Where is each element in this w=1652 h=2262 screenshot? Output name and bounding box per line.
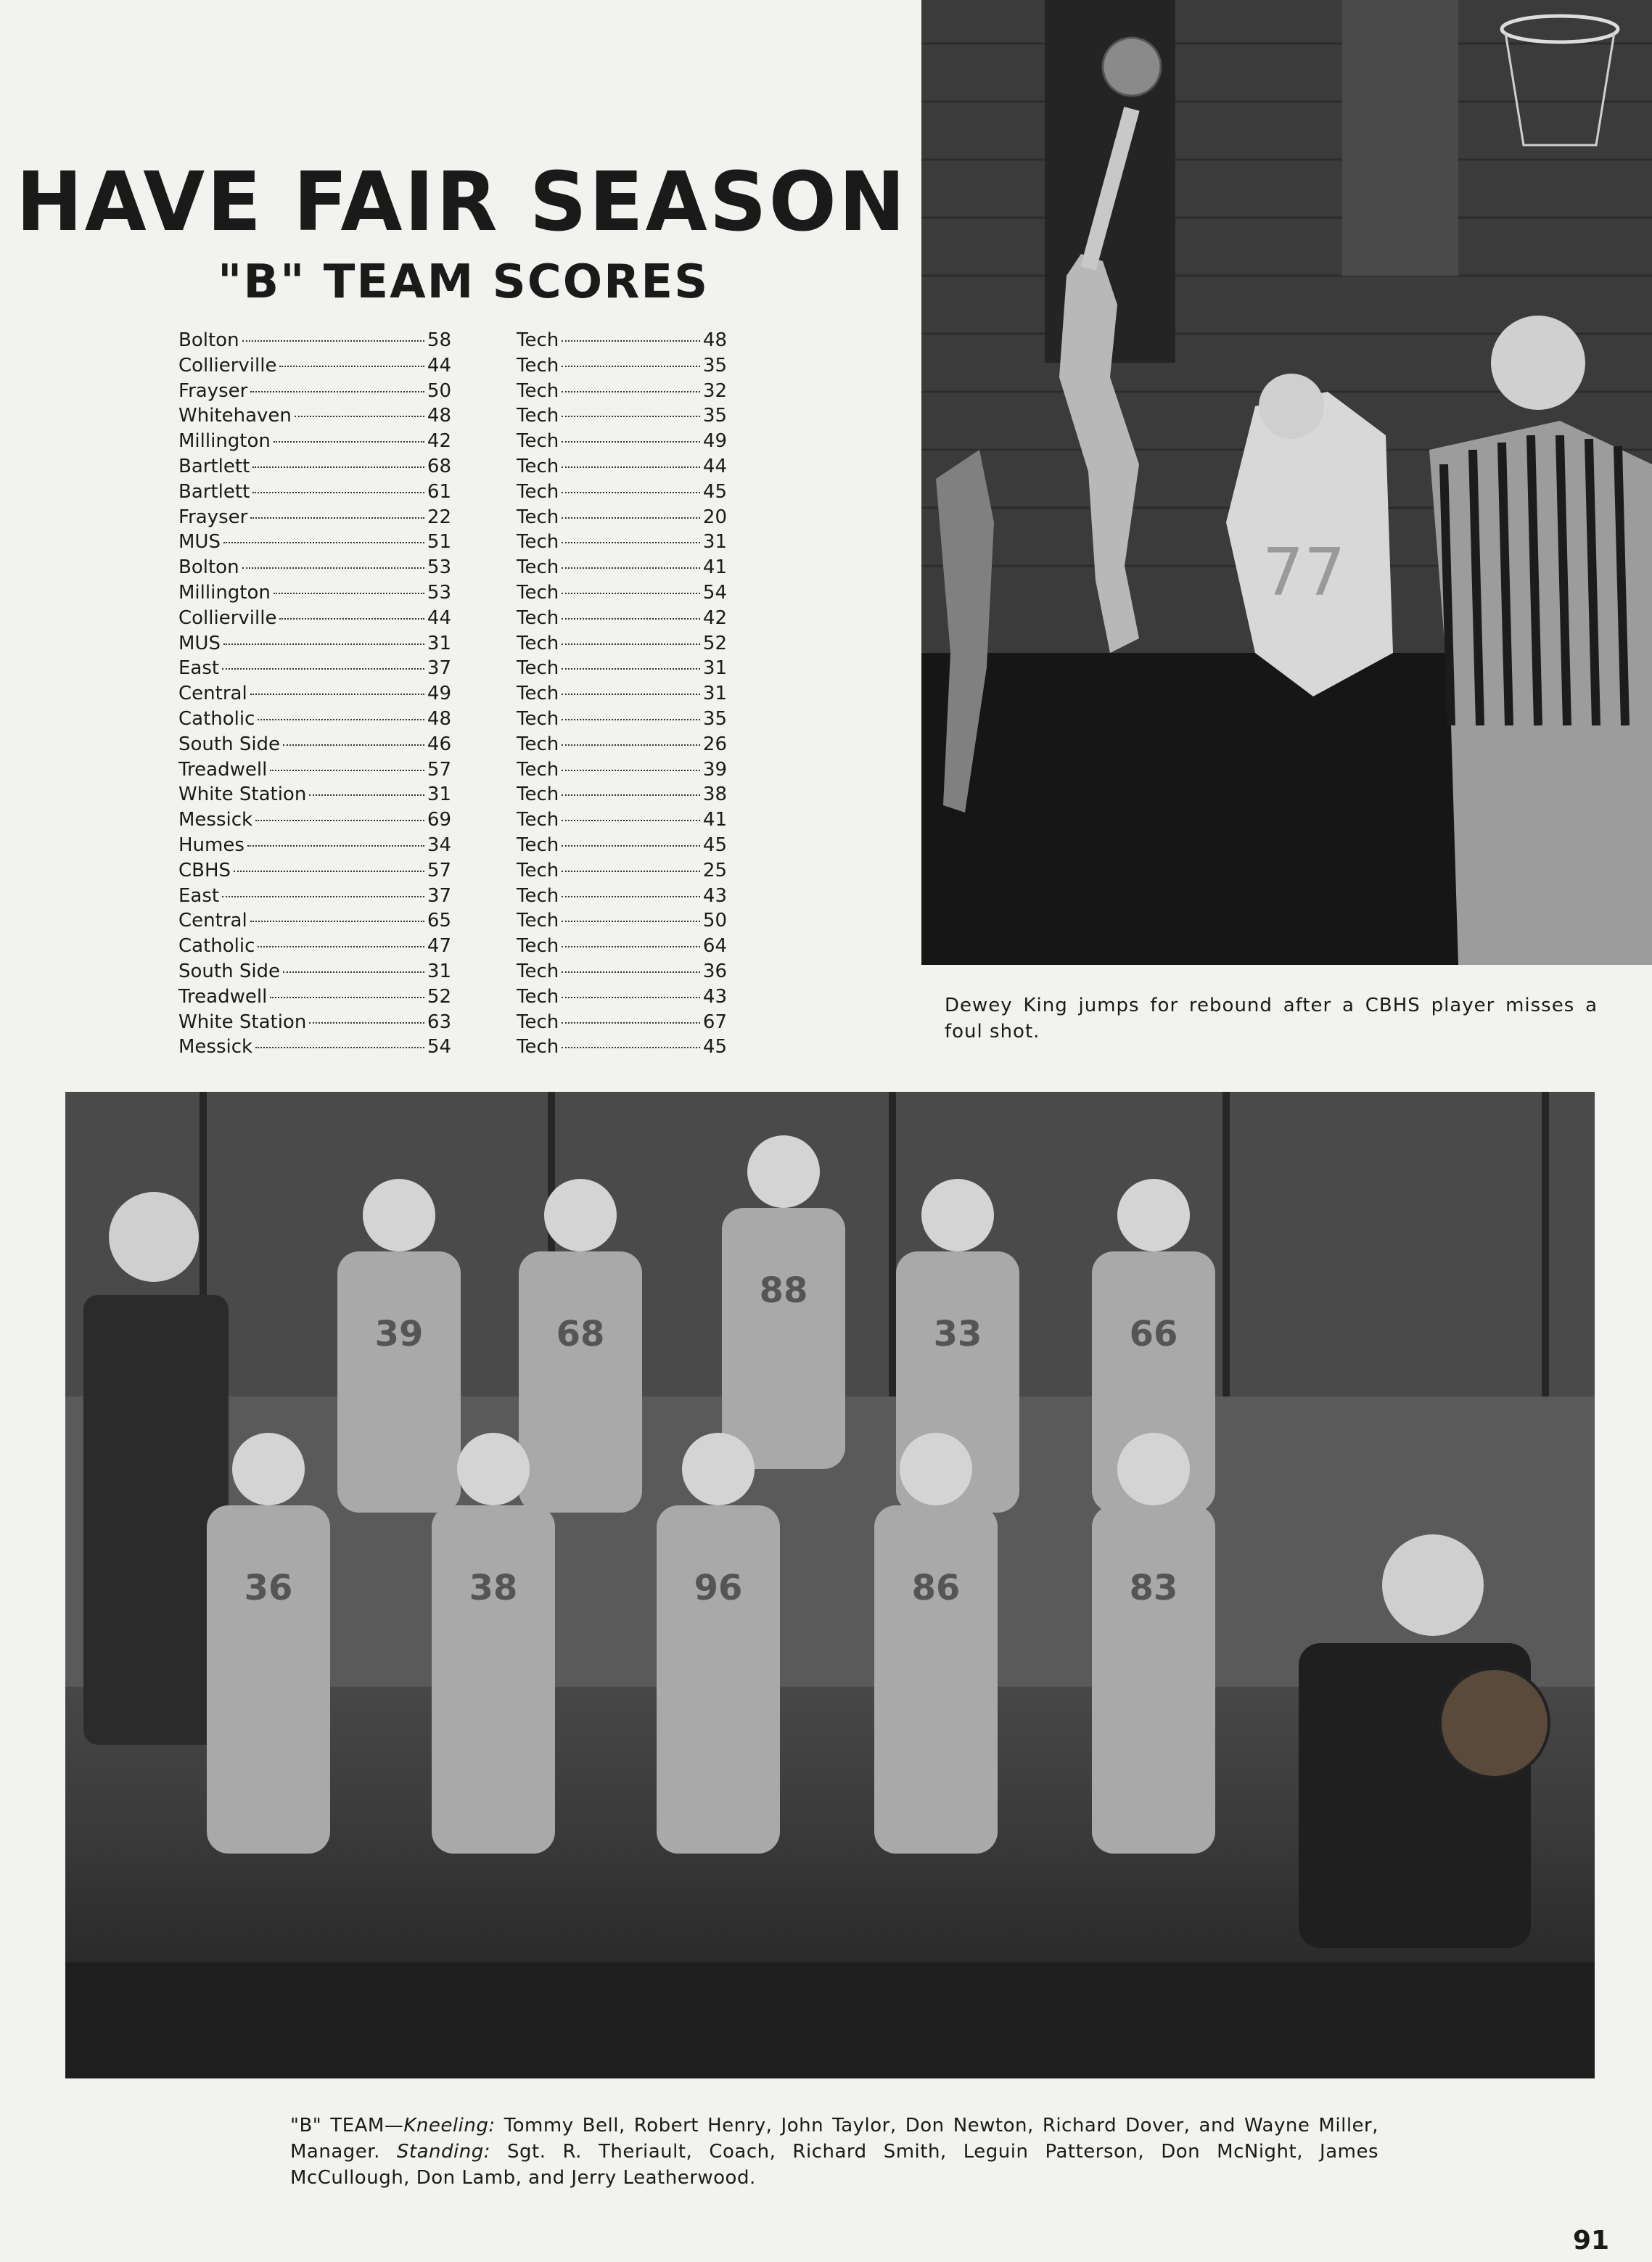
team-name: Tech [517,859,559,881]
team-score: 25 [702,859,727,881]
team-score: 42 [702,606,727,629]
team-score: 41 [702,809,727,831]
team-score: 50 [702,910,727,932]
team-name: Tech [517,707,559,730]
score-row [178,403,727,429]
opponent-score: 34 [427,834,451,856]
team-name: Tech [517,329,559,351]
team-name: Tech [517,960,559,982]
score-row [178,606,727,631]
opponent-name: Bolton [178,329,239,351]
opponent-name: East [178,884,220,907]
leader-dots [562,391,700,392]
kneeling-label: Kneeling: [403,2115,496,2136]
leader-dots [562,946,700,947]
leader-dots [252,492,424,493]
team-score: 43 [702,884,727,907]
leader-dots [258,946,424,947]
opponent-score: 58 [427,329,451,351]
leader-dots [279,366,424,367]
opponent-score: 68 [427,455,451,477]
score-row [178,934,727,959]
opponent-score: 63 [427,1011,451,1033]
opponent-score: 22 [427,506,451,528]
opponent-score: 31 [427,960,451,982]
leader-dots [255,1047,424,1048]
rebound-photo [921,0,1652,965]
page-number: 91 [1573,2226,1610,2255]
score-row [178,1035,727,1060]
opponent-name: Collierville [178,606,277,629]
caption-lead: "B" TEAM— [290,2115,404,2136]
leader-dots [562,871,700,872]
score-row [178,732,727,757]
team-score: 20 [702,506,727,528]
jersey-number: 88 [759,1270,808,1311]
jersey-number: 77 [1262,535,1346,611]
opponent-name: MUS [178,531,221,554]
leader-dots [562,719,700,720]
leader-dots [562,694,700,695]
leader-dots [223,643,424,645]
score-row [178,833,727,858]
team-name: Tech [517,531,559,554]
opponent-name: Catholic [178,707,255,730]
team-name: Tech [517,606,559,629]
opponent-score: 47 [427,935,451,958]
opponent-score: 48 [427,405,451,427]
team-name: Tech [517,809,559,831]
team-name: Tech [517,354,559,377]
leader-dots [309,794,424,796]
leader-dots [242,340,424,342]
score-row [178,454,727,480]
leader-dots [562,820,700,821]
opponent-name: Central [178,683,247,705]
team-photo [65,1092,1595,2078]
leader-dots [247,845,424,847]
leader-dots [562,1047,700,1048]
team-score: 35 [702,405,727,427]
opponent-name: Millington [178,430,271,453]
opponent-name: Central [178,910,247,932]
team-name: Tech [517,480,559,503]
opponent-name: Bolton [178,556,239,579]
leader-dots [562,567,700,569]
team-name: Tech [517,683,559,705]
score-row [178,480,727,505]
opponent-score: 69 [427,809,451,831]
team-score: 67 [702,1011,727,1033]
score-row [178,984,727,1010]
opponent-score: 48 [427,707,451,730]
score-row [178,353,727,379]
team-score: 54 [702,581,727,604]
jersey-number: 66 [1129,1314,1178,1354]
leader-dots [562,668,700,670]
team-name: Tech [517,455,559,477]
team-score: 38 [702,784,727,806]
scores-subheading: "B" TEAM SCORES [218,255,710,309]
opponent-score: 53 [427,581,451,604]
leader-dots [222,896,424,897]
opponent-name: Treadwell [178,758,268,781]
team-score: 32 [702,379,727,402]
opponent-score: 37 [427,657,451,680]
standing-label: Standing: [396,2141,490,2163]
leader-dots [562,340,700,342]
leader-dots [562,492,700,493]
opponent-score: 57 [427,758,451,781]
leader-dots [223,542,424,543]
jersey-number: 83 [1129,1568,1178,1608]
leader-dots [250,921,424,922]
leader-dots [274,593,424,594]
page-headline: HAVE FAIR SEASON [16,155,908,250]
team-name: Tech [517,784,559,806]
team-name: Tech [517,430,559,453]
opponent-score: 61 [427,480,451,503]
leader-dots [562,416,700,417]
score-row [178,908,727,934]
score-row [178,379,727,404]
score-row [178,782,727,807]
leader-dots [250,517,424,519]
leader-dots [283,971,424,973]
opponent-name: Humes [178,834,244,856]
team-score: 36 [702,960,727,982]
team-score: 48 [702,329,727,351]
leader-dots [274,441,424,443]
opponent-score: 31 [427,632,451,654]
leader-dots [295,416,424,417]
team-score: 44 [702,455,727,477]
jersey-number: 38 [469,1568,518,1608]
team-score: 31 [702,531,727,554]
leader-dots [309,1022,424,1024]
team-score: 52 [702,632,727,654]
leader-dots [562,366,700,367]
leader-dots [562,896,700,897]
leader-dots [562,593,700,594]
team-score: 45 [702,834,727,856]
team-name: Tech [517,758,559,781]
opponent-score: 51 [427,531,451,554]
leader-dots [562,1022,700,1024]
opponent-name: Collierville [178,354,277,377]
leader-dots [258,719,424,720]
team-name: Tech [517,506,559,528]
jersey-number: 39 [374,1314,424,1354]
score-row [178,681,727,707]
score-row [178,1010,727,1035]
opponent-name: Frayser [178,379,248,402]
score-row [178,707,727,732]
leader-dots [279,618,424,620]
leader-dots [234,871,424,872]
opponent-name: White Station [178,784,307,806]
team-score: 49 [702,430,727,453]
opponent-name: South Side [178,960,281,982]
opponent-score: 53 [427,556,451,579]
leader-dots [250,694,424,695]
standing-names: Sgt. R. Theriault, Coach, Richard Smith, Leguin Patterson, Don McNight, James McCullough, Don Lamb, and Jerry Leatherwood. [290,2141,1379,2189]
leader-dots [283,744,424,746]
leader-dots [222,668,424,670]
opponent-name: Bartlett [178,455,250,477]
leader-dots [270,770,424,771]
opponent-name: MUS [178,632,221,654]
team-name: Tech [517,379,559,402]
team-name: Tech [517,1036,559,1058]
team-score: 31 [702,683,727,705]
opponent-score: 37 [427,884,451,907]
score-row [178,429,727,454]
score-row [178,328,727,353]
leader-dots [562,921,700,922]
score-row [178,631,727,657]
jersey-number: 36 [244,1568,293,1608]
team-name: Tech [517,935,559,958]
team-score: 43 [702,985,727,1008]
score-row [178,884,727,909]
team-name: Tech [517,581,559,604]
score-row [178,656,727,681]
opponent-name: Catholic [178,935,255,958]
score-row [178,757,727,783]
opponent-score: 65 [427,910,451,932]
leader-dots [270,997,424,998]
team-score: 45 [702,480,727,503]
team-score: 39 [702,758,727,781]
opponent-score: 31 [427,784,451,806]
kneeling-names: Tommy Bell, Robert Henry, John Taylor, Don Newton, Richard Dover, and Wayne Miller, Manager. [290,2115,1378,2163]
score-row [178,505,727,530]
opponent-name: Messick [178,809,253,831]
team-score: 45 [702,1036,727,1058]
photo-caption: Dewey King jumps for rebound after a CBHS player misses a foul shot. [945,995,1598,1042]
leader-dots [562,618,700,620]
leader-dots [562,794,700,796]
leader-dots [562,997,700,998]
opponent-score: 52 [427,985,451,1008]
team-name: Tech [517,834,559,856]
opponent-score: 50 [427,379,451,402]
scores-table [178,328,727,1060]
team-score: 41 [702,556,727,579]
leader-dots [562,517,700,519]
opponent-score: 49 [427,683,451,705]
opponent-score: 42 [427,430,451,453]
jersey-number: 86 [911,1568,961,1608]
leader-dots [250,391,424,392]
opponent-score: 44 [427,606,451,629]
leader-dots [562,466,700,468]
score-row [178,580,727,606]
team-score: 35 [702,707,727,730]
opponent-name: Millington [178,581,271,604]
opponent-name: White Station [178,1011,307,1033]
leader-dots [242,567,424,569]
leader-dots [562,845,700,847]
leader-dots [562,643,700,645]
opponent-name: East [178,657,220,680]
leader-dots [562,744,700,746]
opponent-name: Bartlett [178,480,250,503]
team-caption [290,2113,1378,2191]
score-row [178,555,727,580]
opponent-name: Whitehaven [178,405,292,427]
opponent-score: 44 [427,354,451,377]
opponent-score: 54 [427,1036,451,1058]
jersey-number: 68 [556,1314,605,1354]
leader-dots [255,820,424,821]
score-row [178,530,727,555]
opponent-name: South Side [178,733,281,755]
team-score: 31 [702,657,727,680]
team-score: 35 [702,354,727,377]
leader-dots [562,441,700,443]
team-name: Tech [517,1011,559,1033]
opponent-name: Frayser [178,506,248,528]
score-row [178,807,727,833]
team-score: 64 [702,935,727,958]
leader-dots [562,971,700,973]
jersey-number: 96 [694,1568,743,1608]
leader-dots [562,542,700,543]
leader-dots [562,770,700,771]
opponent-name: CBHS [178,859,231,881]
team-name: Tech [517,910,559,932]
score-row [178,858,727,884]
team-name: Tech [517,985,559,1008]
team-name: Tech [517,632,559,654]
opponent-score: 57 [427,859,451,881]
team-score: 26 [702,733,727,755]
leader-dots [252,466,424,468]
team-name: Tech [517,556,559,579]
team-name: Tech [517,884,559,907]
jersey-number: 33 [933,1314,982,1354]
score-row [178,959,727,984]
opponent-name: Treadwell [178,985,268,1008]
team-name: Tech [517,733,559,755]
opponent-score: 46 [427,733,451,755]
team-name: Tech [517,405,559,427]
opponent-name: Messick [178,1036,253,1058]
team-name: Tech [517,657,559,680]
